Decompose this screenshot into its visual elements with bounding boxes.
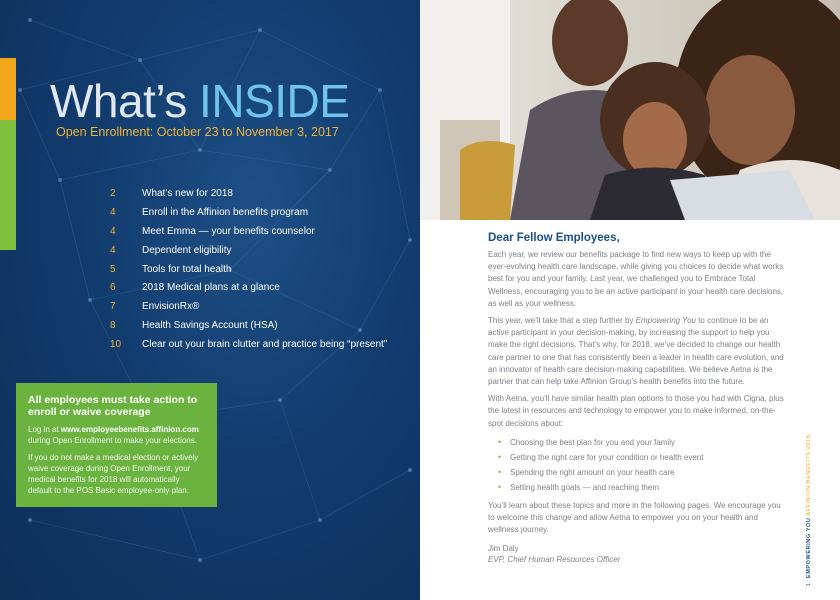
action-callout-box bbox=[16, 383, 217, 507]
letter-paragraph-1: Each year, we review our benefits package to find new ways to keep up with the ever-evolving health care landscape, while giving you choices to decide what works best for you and your family. Last year, we challenged you to Embrace Total Wellness, encouraging you to be an active participant in your health care decisions, as well as your wellness. bbox=[488, 250, 784, 308]
toc-label: Health Savings Account (HSA) bbox=[142, 320, 278, 332]
toc-page-number: 10 bbox=[110, 339, 122, 351]
family-photo-illustration bbox=[420, 0, 840, 220]
green-edge-tab bbox=[0, 120, 16, 250]
login-prefix: Log in at bbox=[28, 425, 61, 434]
login-suffix: during Open Enrollment to make your elections. bbox=[28, 436, 197, 445]
publication-name: AFFINION BENEFITS 2018 bbox=[806, 434, 812, 516]
toc-label: 2018 Medical plans at a glance bbox=[142, 282, 280, 294]
toc-label: Clear out your brain clutter and practice being “present” bbox=[142, 339, 388, 351]
bullet-text: Choosing the best plan for you and your family bbox=[510, 437, 675, 447]
toc-entry[interactable] bbox=[110, 335, 410, 354]
bullet-text: Spending the right amount on your health care bbox=[510, 467, 675, 477]
welcome-letter bbox=[488, 232, 788, 564]
toc-entry[interactable] bbox=[110, 278, 410, 297]
title-strong-part: INSIDE bbox=[199, 75, 350, 127]
brand-tagline: EMPOWERING YOU bbox=[806, 517, 812, 579]
bullet-dot-icon: • bbox=[498, 437, 502, 448]
vertical-footer-label bbox=[806, 435, 812, 586]
toc-entry[interactable] bbox=[110, 297, 410, 316]
page-title bbox=[50, 76, 349, 126]
toc-entry[interactable] bbox=[110, 316, 410, 335]
toc-page-number: 8 bbox=[110, 320, 116, 332]
table-of-contents bbox=[110, 184, 410, 354]
action-callout-login-text bbox=[28, 424, 205, 446]
p2-suffix: to continue to be an active participant in your decision-making, by increasing the support to help you make the right decisions. That’s why, for 2018, we’ve decided to change our health care partner to one that has consistently been a leader in health care evolution, and an innovator of health care decision-making capabilities. We believe Aetna is the partner that can help take Affinion Group’s health benefits into the future. bbox=[488, 316, 784, 387]
toc-label: Dependent eligibility bbox=[142, 244, 232, 256]
toc-page-number: 4 bbox=[110, 244, 116, 256]
action-callout-title: All employees must take action to enroll or waive coverage bbox=[28, 394, 198, 418]
letter-paragraph-4: You’ll learn about these topics and more in the following pages. We encourage you to welcome this change and allow Aetna to empower you on your health and wellness journey. bbox=[488, 500, 781, 535]
toc-page-number: 4 bbox=[110, 225, 116, 237]
toc-page-number: 2 bbox=[110, 187, 116, 199]
toc-page-number: 4 bbox=[110, 206, 116, 218]
toc-entry[interactable] bbox=[110, 203, 410, 222]
enrollment-dates: Open Enrollment: October 23 to November 3, 2017 bbox=[56, 125, 339, 139]
action-callout-default-text: If you do not make a medical election or actively waive coverage during Open Enrollment, your medical benefits for 2018 will automatically default to the POS Basic employee-only plan. bbox=[28, 453, 199, 495]
list-item bbox=[498, 480, 788, 495]
title-light-part: What’s bbox=[50, 75, 200, 127]
p2-emphasis: Empowering You bbox=[635, 316, 696, 326]
toc-label: Enroll in the Affinion benefits program bbox=[142, 206, 309, 218]
family-photo bbox=[420, 0, 840, 220]
toc-label: What’s new for 2018 bbox=[142, 187, 233, 199]
letter-greeting: Dear Fellow Employees, bbox=[488, 232, 620, 244]
letter-paragraph-3: With Aetna, you’ll have similar health plan options to those you had with Cigna, plus the latest in resources and technology to empower you to make informed, on-the-spot decisions about: bbox=[488, 394, 784, 428]
list-item bbox=[498, 450, 788, 465]
toc-label: EnvisionRx® bbox=[142, 301, 200, 313]
list-item bbox=[498, 465, 788, 480]
bullet-dot-icon: • bbox=[498, 452, 502, 463]
page-number: 1 bbox=[806, 582, 812, 586]
bullet-dot-icon: • bbox=[498, 482, 502, 493]
bullet-text: Getting the right care for your condition or health event bbox=[510, 452, 704, 462]
toc-page-number: 6 bbox=[110, 282, 116, 294]
toc-page-number: 5 bbox=[110, 263, 116, 275]
bullet-text: Setting health goals — and reaching them bbox=[510, 482, 659, 492]
signature-name: Jim Daly bbox=[488, 544, 519, 554]
p2-prefix: This year, we’ll take that a step further by bbox=[488, 316, 636, 326]
toc-label: Tools for total health bbox=[142, 263, 232, 275]
toc-label: Meet Emma — your benefits counselor bbox=[142, 225, 315, 237]
orange-edge-tab bbox=[0, 58, 16, 120]
benefits-website-link[interactable]: www.employeebenefits.affinion.com bbox=[60, 425, 199, 434]
bullet-dot-icon: • bbox=[498, 467, 502, 478]
toc-entry[interactable] bbox=[110, 184, 410, 203]
list-item bbox=[498, 435, 788, 450]
toc-page-number: 7 bbox=[110, 301, 116, 313]
signature-title: EVP, Chief Human Resources Officer bbox=[488, 555, 621, 565]
toc-entry[interactable] bbox=[110, 241, 410, 260]
toc-entry[interactable] bbox=[110, 260, 410, 279]
decision-bullet-list bbox=[498, 435, 788, 495]
letter-paragraph-2 bbox=[488, 315, 788, 388]
toc-entry[interactable] bbox=[110, 222, 410, 241]
